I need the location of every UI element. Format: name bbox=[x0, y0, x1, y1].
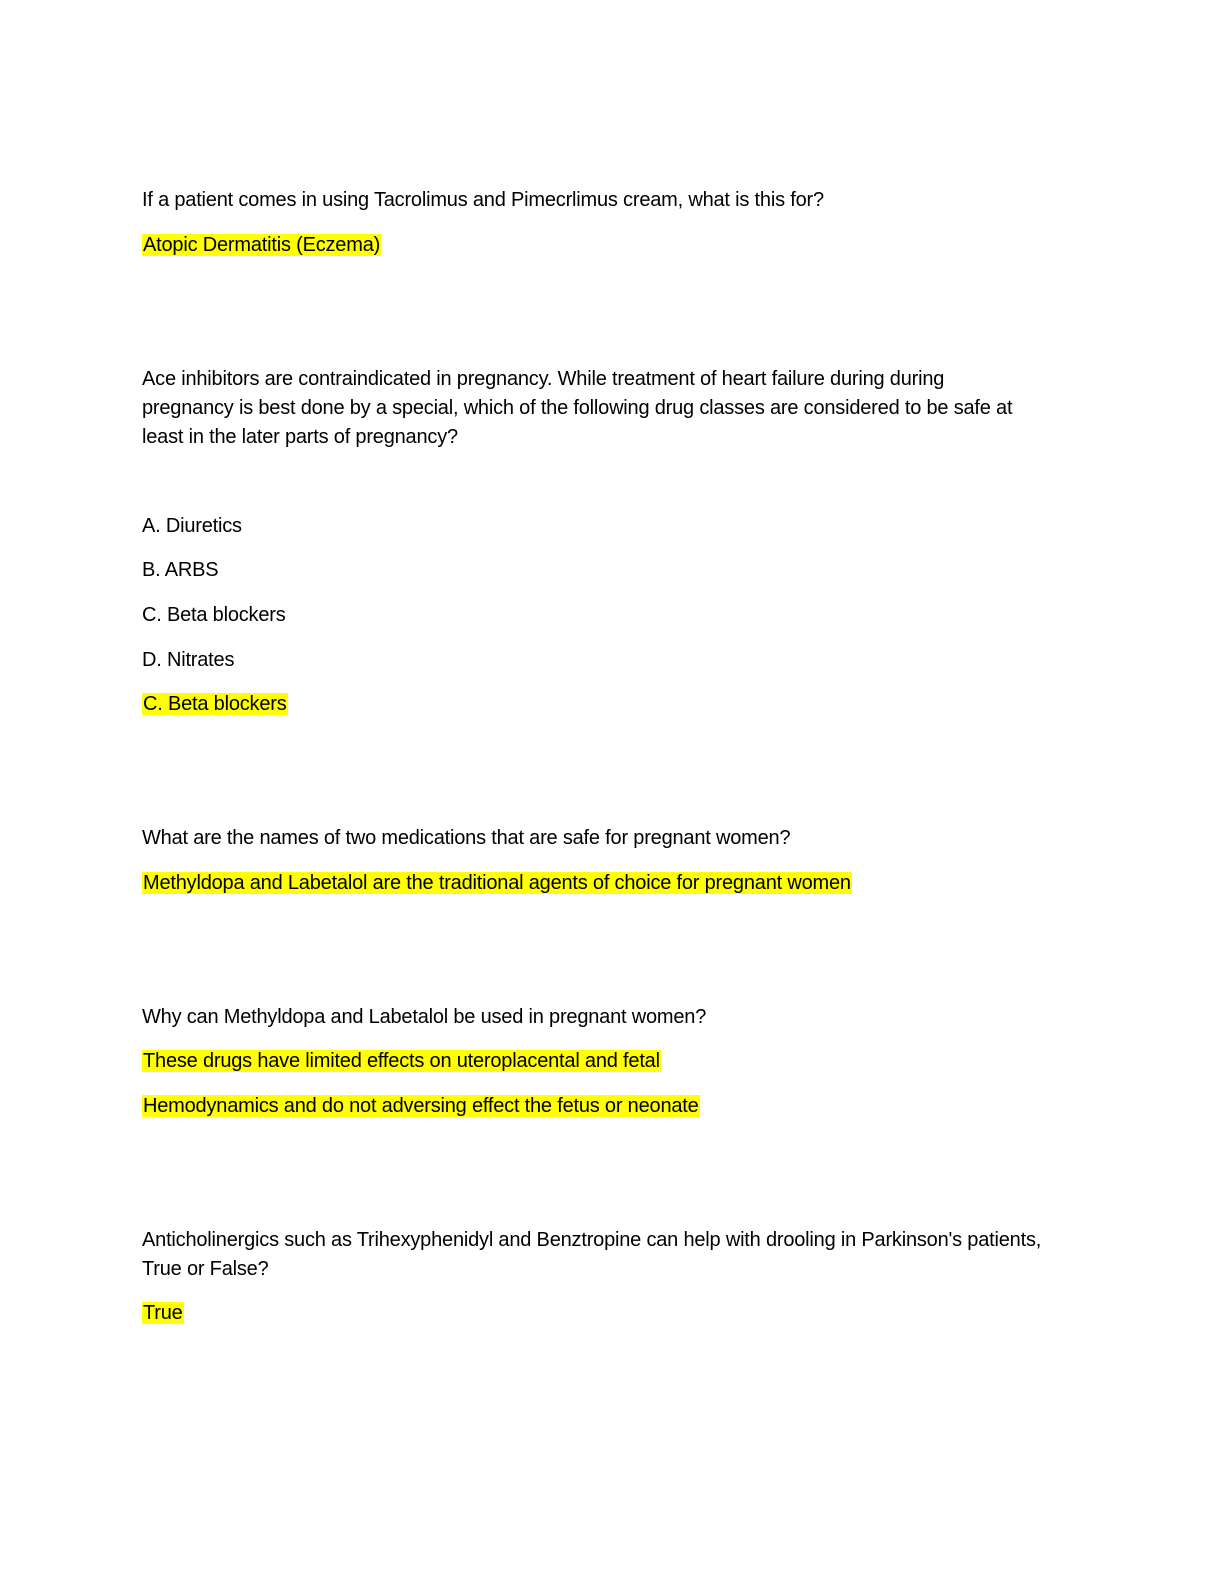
option-a: A. Diuretics bbox=[142, 515, 242, 537]
answer-3 bbox=[142, 869, 852, 898]
answer-5 bbox=[142, 1299, 184, 1328]
answer-4-line-1 bbox=[142, 1047, 661, 1076]
answer-2-highlight: C. Beta blockers bbox=[143, 693, 287, 715]
question-5-line-2: True or False? bbox=[142, 1258, 269, 1280]
answer-1-highlight: Atopic Dermatitis (Eczema) bbox=[143, 234, 381, 256]
answer-3-highlight: Methyldopa and Labetalol are the traditional agents of choice for pregnant women bbox=[143, 872, 851, 894]
question-4: Why can Methyldopa and Labetalol be used in pregnant women? bbox=[142, 1006, 707, 1028]
option-b: B. ARBS bbox=[142, 559, 219, 581]
answer-4-line-1-highlight: These drugs have limited effects on uteroplacental and fetal bbox=[143, 1050, 660, 1072]
option-d: D. Nitrates bbox=[142, 649, 235, 671]
answer-4-line-2-highlight: Hemodynamics and do not adversing effect the fetus or neonate bbox=[143, 1095, 699, 1117]
question-2-line-2: pregnancy is best done by a special, which of the following drug classes are considered to be safe at bbox=[142, 397, 1013, 419]
answer-1 bbox=[142, 231, 381, 260]
question-1: If a patient comes in using Tacrolimus and Pimecrlimus cream, what is this for? bbox=[142, 189, 824, 211]
question-2-line-1: Ace inhibitors are contraindicated in pregnancy. While treatment of heart failure during during bbox=[142, 368, 945, 390]
answer-5-highlight: True bbox=[143, 1302, 183, 1324]
question-3: What are the names of two medications that are safe for pregnant women? bbox=[142, 827, 791, 849]
option-c: C. Beta blockers bbox=[142, 604, 286, 626]
question-5-line-1: Anticholinergics such as Trihexyphenidyl and Benztropine can help with drooling in Parkinson's patients, bbox=[142, 1229, 1042, 1251]
answer-2 bbox=[142, 690, 288, 719]
answer-4-line-2 bbox=[142, 1092, 700, 1121]
question-2-line-3: least in the later parts of pregnancy? bbox=[142, 426, 458, 448]
